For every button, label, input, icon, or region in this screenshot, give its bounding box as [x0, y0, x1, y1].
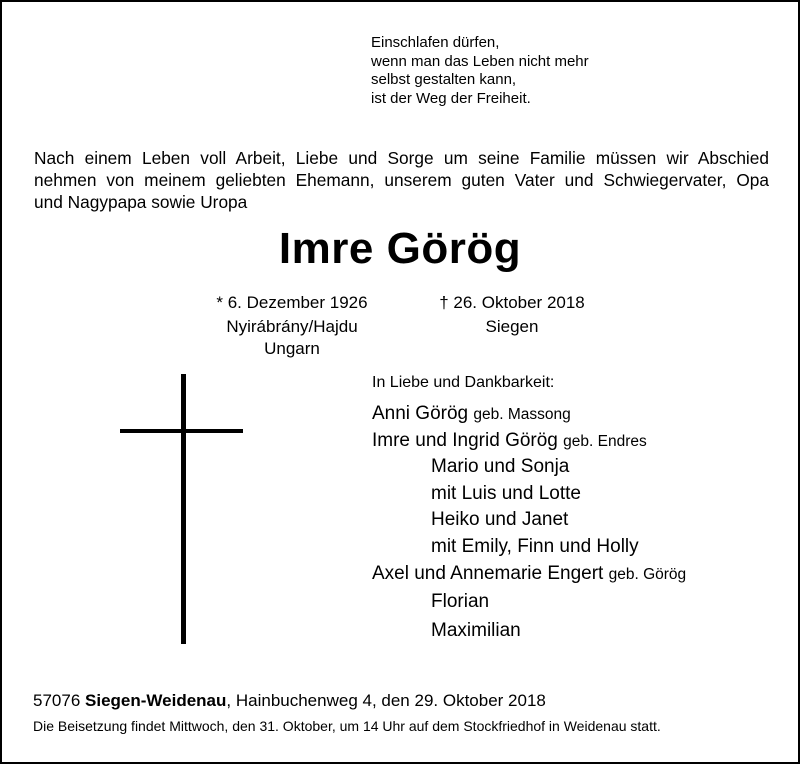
intro-line: nehmen von meinem geliebten Ehemann, unserem guten Vater und Schwiegervater, Opa	[34, 170, 769, 190]
birth-block	[187, 292, 397, 360]
intro-line: und Nagypapa sowie Uropa	[34, 192, 248, 212]
mourner-entry: Maximilian	[431, 620, 521, 641]
city: Siegen-Weidenau	[85, 691, 227, 710]
birth-country: Ungarn	[264, 339, 320, 358]
postcode: 57076	[33, 691, 81, 710]
mourner-entry	[372, 400, 686, 427]
mourner-entry	[372, 560, 686, 587]
mourner-name: Anni Görög	[372, 403, 469, 424]
mourner-entry: mit Emily, Finn und Holly	[431, 535, 639, 557]
death-date: † 26. Oktober 2018	[439, 293, 585, 312]
deceased-name: Imre Görög	[278, 224, 522, 273]
birth-place: Nyirábrány/Hajdu	[226, 317, 358, 336]
mourners-list	[372, 374, 686, 645]
mourner-note: geb. Massong	[473, 406, 571, 423]
poem-line: ist der Weg der Freiheit.	[371, 89, 531, 107]
cross-horizontal-bar	[120, 429, 243, 433]
death-place: Siegen	[485, 317, 539, 336]
address-rest: , Hainbuchenweg 4, den 29. Oktober 2018	[226, 691, 546, 710]
mourner-note: geb. Endres	[563, 433, 647, 450]
mourner-entry: Heiko und Janet	[431, 509, 569, 530]
mourner-entry: Florian	[431, 591, 490, 612]
mourner-entry	[372, 427, 686, 454]
mourner-name: Imre und Ingrid Görög	[372, 430, 558, 451]
poem-line: wenn man das Leben nicht mehr	[371, 52, 589, 70]
mourners-intro: In Liebe und Dankbarkeit:	[372, 374, 555, 391]
mourner-note: geb. Görög	[608, 566, 687, 583]
poem-line: selbst gestalten kann,	[371, 71, 517, 88]
intro-text	[34, 147, 769, 213]
mourner-entry: Mario und Sonja	[431, 456, 570, 477]
poem-line: Einschlafen dürfen,	[371, 34, 500, 51]
mourner-entry: mit Luis und Lotte	[431, 482, 581, 504]
intro-line: Nach einem Leben voll Arbeit, Liebe und Sorge um seine Familie müssen wir Abschied	[34, 148, 769, 168]
poem	[371, 34, 589, 108]
funeral-notice: Die Beisetzung findet Mittwoch, den 31. Oktober, um 14 Uhr auf dem Stockfriedhof in Weidenau statt.	[33, 718, 661, 734]
mourner-name: Axel und Annemarie Engert	[372, 563, 604, 584]
address-line	[33, 691, 546, 711]
cross-vertical-bar	[181, 374, 186, 644]
birth-date: * 6. Dezember 1926	[216, 293, 368, 312]
death-block	[412, 292, 612, 338]
